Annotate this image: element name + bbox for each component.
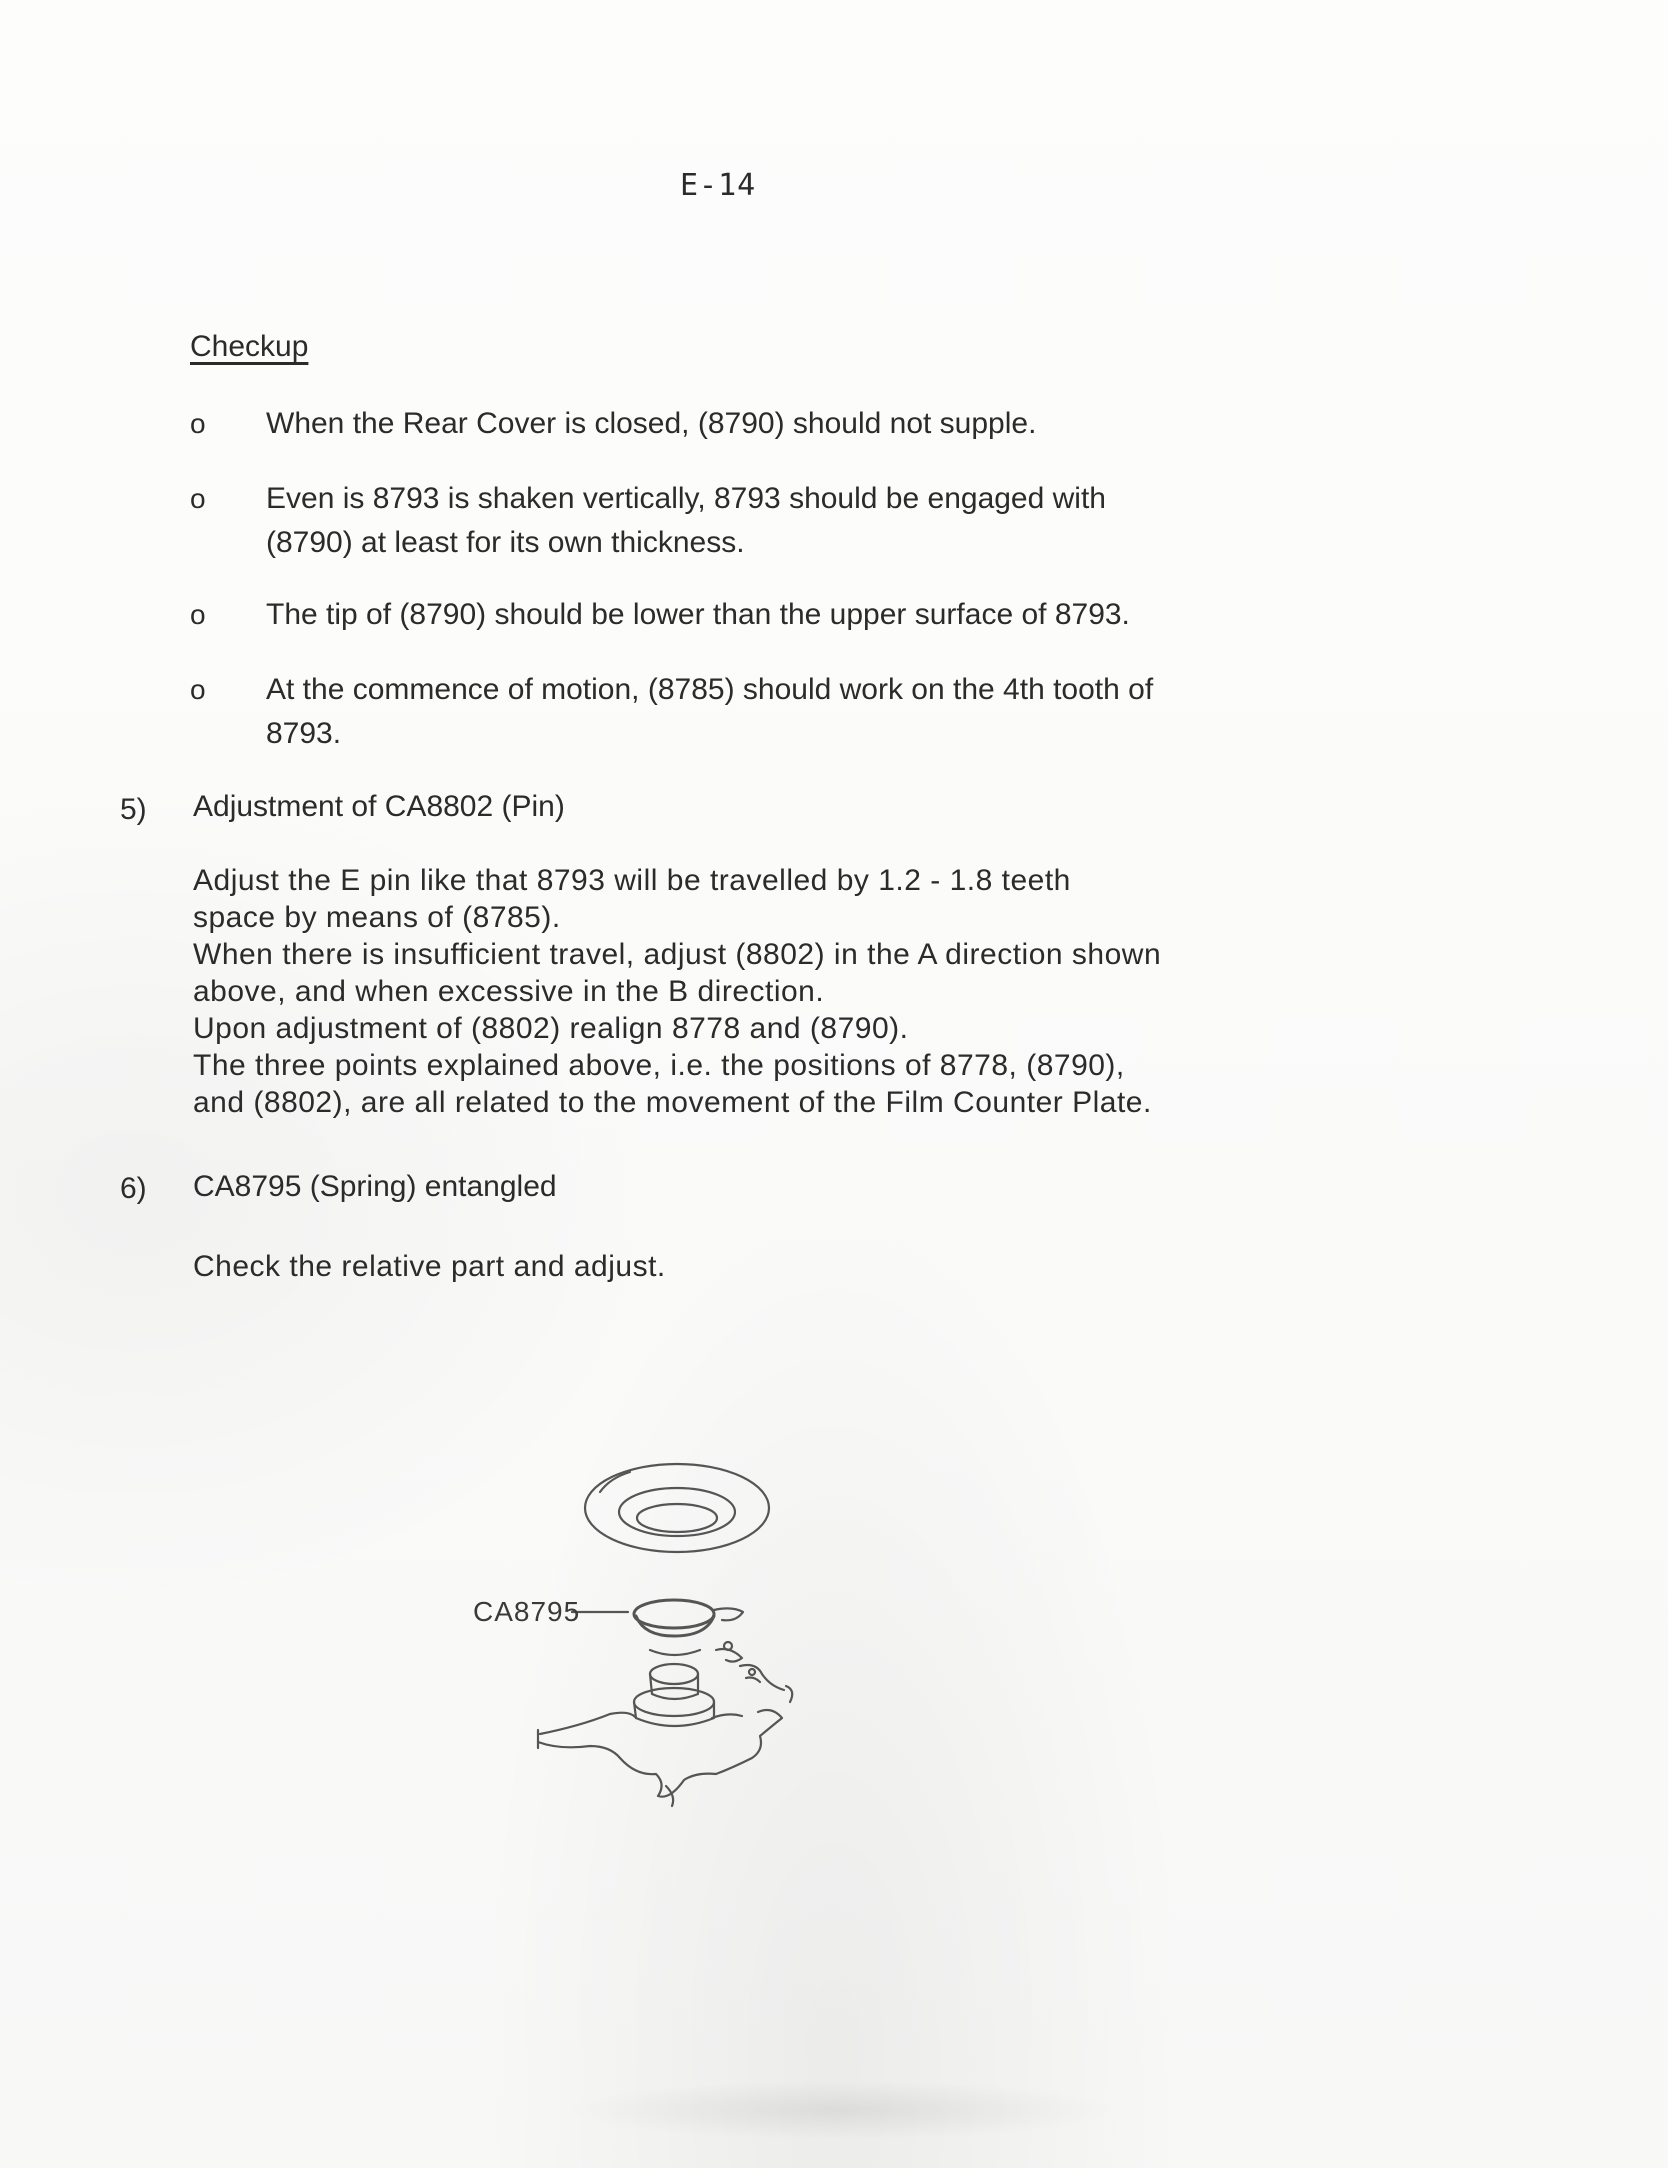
section-6-number: 6): [120, 1172, 147, 1205]
bullet-mark: o: [190, 483, 206, 514]
section-5-title: Adjustment of CA8802 (Pin): [193, 790, 565, 823]
section-5-line: and (8802), are all related to the movement of the Film Counter Plate.: [193, 1086, 1152, 1119]
section-5-line: Adjust the E pin like that 8793 will be travelled by 1.2 - 1.8 teeth: [193, 864, 1071, 897]
spring-drawing: [572, 1600, 743, 1636]
section-6-body: Check the relative part and adjust.: [193, 1250, 666, 1283]
checkup-item-line: When the Rear Cover is closed, (8790) should not supple.: [266, 407, 1037, 440]
section-6-title: CA8795 (Spring) entangled: [193, 1170, 557, 1203]
checkup-item-text: [266, 593, 1386, 637]
section-5-line: space by means of (8785).: [193, 901, 561, 934]
checkup-item-line: Even is 8793 is shaken vertically, 8793 should be engaged with: [266, 482, 1106, 515]
base-plate-drawing: [538, 1642, 792, 1806]
checkup-item-text: [266, 477, 1386, 565]
checkup-item-line: The tip of (8790) should be lower than the upper surface of 8793.: [266, 598, 1130, 631]
section-5-number: 5): [120, 793, 147, 826]
section-5-line: The three points explained above, i.e. the positions of 8778, (8790),: [193, 1049, 1125, 1082]
bullet-mark: o: [190, 408, 206, 439]
checkup-heading: Checkup: [190, 330, 309, 363]
section-5-line: Upon adjustment of (8802) realign 8778 and (8790).: [193, 1012, 909, 1045]
checkup-item-line: At the commence of motion, (8785) should work on the 4th tooth of: [266, 673, 1154, 706]
checkup-item-text: [266, 402, 1386, 446]
bullet-mark: o: [190, 599, 206, 630]
checkup-item-line: 8793.: [266, 717, 342, 750]
section-5-line: above, and when excessive in the B direction.: [193, 975, 825, 1008]
spring-assembly-illustration: [460, 1450, 880, 1830]
scan-shadow: [560, 2080, 1120, 2140]
checkup-item-line: (8790) at least for its own thickness.: [266, 526, 745, 559]
checkup-item-text: [266, 668, 1386, 756]
bullet-mark: o: [190, 674, 206, 705]
section-5-body: [193, 862, 1433, 1121]
washer-drawing: [585, 1464, 769, 1552]
section-5-line: When there is insufficient travel, adjust (8802) in the A direction shown: [193, 938, 1162, 971]
page-number: E-14: [680, 168, 757, 203]
figure-callout-label: CA8795: [473, 1596, 581, 1627]
